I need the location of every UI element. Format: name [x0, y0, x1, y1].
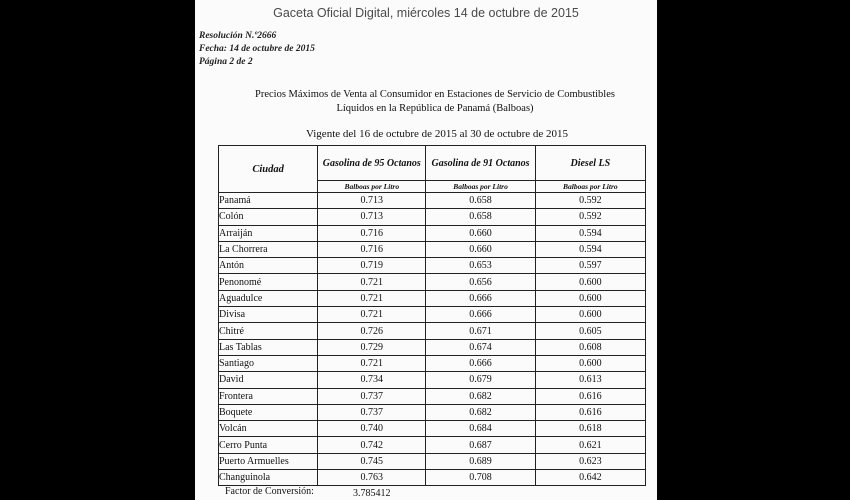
city-cell: Cerro Punta	[219, 437, 318, 453]
table-row	[219, 225, 646, 241]
table-row	[219, 307, 646, 323]
g95-price: 0.721	[318, 274, 426, 290]
g91-price: 0.658	[426, 193, 535, 209]
diesel-price: 0.592	[535, 209, 645, 225]
g91-price: 0.671	[426, 323, 535, 339]
g95-price: 0.721	[318, 290, 426, 306]
diesel-price: 0.613	[535, 372, 645, 388]
table-row	[219, 274, 646, 290]
g95-price: 0.713	[318, 193, 426, 209]
g95-price: 0.721	[318, 355, 426, 371]
diesel-price: 0.594	[535, 241, 645, 257]
city-cell: Penonomé	[219, 274, 318, 290]
unit-label: Balboas por Litro	[535, 181, 645, 193]
city-cell: Panamá	[219, 193, 318, 209]
diesel-price: 0.600	[535, 274, 645, 290]
city-cell: Volcán	[219, 421, 318, 437]
diesel-price: 0.616	[535, 404, 645, 420]
g91-price: 0.666	[426, 290, 535, 306]
city-cell: Arraiján	[219, 225, 318, 241]
document-page	[195, 0, 657, 500]
diesel-price: 0.600	[535, 307, 645, 323]
g95-price: 0.742	[318, 437, 426, 453]
diesel-price: 0.618	[535, 421, 645, 437]
table-row	[219, 258, 646, 274]
g91-price: 0.674	[426, 339, 535, 355]
g95-price: 0.721	[318, 307, 426, 323]
diesel-price: 0.592	[535, 193, 645, 209]
table-row	[219, 388, 646, 404]
diesel-price: 0.600	[535, 290, 645, 306]
table-row	[219, 470, 646, 486]
g91-price: 0.689	[426, 453, 535, 469]
diesel-price: 0.642	[535, 470, 645, 486]
g91-price: 0.684	[426, 421, 535, 437]
document-title	[225, 88, 645, 116]
diesel-price: 0.605	[535, 323, 645, 339]
unit-label: Balboas por Litro	[318, 181, 426, 193]
g95-price: 0.726	[318, 323, 426, 339]
table-row	[219, 290, 646, 306]
city-cell: Changuinola	[219, 470, 318, 486]
g95-price: 0.713	[318, 209, 426, 225]
table-row	[219, 209, 646, 225]
g95-price: 0.745	[318, 453, 426, 469]
header-gasoline-95: Gasolina de 95 Octanos	[318, 146, 426, 181]
resolution-meta	[199, 30, 315, 69]
title-line-2: Líquidos en la República de Panamá (Balboas)	[336, 103, 534, 114]
city-cell: Frontera	[219, 388, 318, 404]
header-diesel: Diesel LS	[535, 146, 645, 181]
g95-price: 0.763	[318, 470, 426, 486]
diesel-price: 0.621	[535, 437, 645, 453]
diesel-price: 0.608	[535, 339, 645, 355]
table-row	[219, 241, 646, 257]
table-row	[219, 355, 646, 371]
table-row	[219, 437, 646, 453]
city-cell: Antón	[219, 258, 318, 274]
g95-price: 0.737	[318, 404, 426, 420]
g91-price: 0.682	[426, 388, 535, 404]
table-row	[219, 372, 646, 388]
g95-price: 0.740	[318, 421, 426, 437]
conversion-factor	[225, 486, 391, 499]
table-row	[219, 404, 646, 420]
g91-price: 0.708	[426, 470, 535, 486]
g91-price: 0.658	[426, 209, 535, 225]
city-cell: Santiago	[219, 355, 318, 371]
fuel-price-table	[218, 145, 646, 486]
city-cell: Colón	[219, 209, 318, 225]
city-cell: Boquete	[219, 404, 318, 420]
resolution-number: Resolución N.º2666	[199, 31, 277, 41]
table-row	[219, 339, 646, 355]
table-row	[219, 323, 646, 339]
g91-price: 0.666	[426, 355, 535, 371]
diesel-price: 0.616	[535, 388, 645, 404]
title-line-1: Precios Máximos de Venta al Consumidor en Estaciones de Servicio de Combustibles	[255, 89, 615, 100]
city-cell: Chitré	[219, 323, 318, 339]
g91-price: 0.687	[426, 437, 535, 453]
city-cell: Divisa	[219, 307, 318, 323]
g95-price: 0.737	[318, 388, 426, 404]
diesel-price: 0.600	[535, 355, 645, 371]
g95-price: 0.719	[318, 258, 426, 274]
g91-price: 0.660	[426, 241, 535, 257]
g95-price: 0.716	[318, 241, 426, 257]
gazette-header: Gaceta Oficial Digital, miércoles 14 de octubre de 2015	[273, 6, 579, 20]
header-gasoline-91: Gasolina de 91 Octanos	[426, 146, 535, 181]
page-number: Página 2 de 2	[199, 57, 253, 67]
g91-price: 0.653	[426, 258, 535, 274]
g95-price: 0.729	[318, 339, 426, 355]
g95-price: 0.734	[318, 372, 426, 388]
city-cell: Las Tablas	[219, 339, 318, 355]
g95-price: 0.716	[318, 225, 426, 241]
header-city: Ciudad	[219, 146, 318, 193]
conversion-factor-label: Factor de Conversión:	[225, 486, 314, 497]
table-row	[219, 421, 646, 437]
conversion-factor-value: 3.785412	[353, 488, 391, 499]
g91-price: 0.666	[426, 307, 535, 323]
validity-period: Vigente del 16 de octubre de 2015 al 30 de octubre de 2015	[305, 128, 569, 140]
diesel-price: 0.623	[535, 453, 645, 469]
city-cell: David	[219, 372, 318, 388]
table-row	[219, 193, 646, 209]
table-row	[219, 453, 646, 469]
city-cell: Puerto Armuelles	[219, 453, 318, 469]
g91-price: 0.660	[426, 225, 535, 241]
diesel-price: 0.594	[535, 225, 645, 241]
g91-price: 0.679	[426, 372, 535, 388]
g91-price: 0.682	[426, 404, 535, 420]
unit-label: Balboas por Litro	[426, 181, 535, 193]
city-cell: Aguadulce	[219, 290, 318, 306]
city-cell: La Chorrera	[219, 241, 318, 257]
diesel-price: 0.597	[535, 258, 645, 274]
resolution-date: Fecha: 14 de octubre de 2015	[199, 44, 315, 54]
g91-price: 0.656	[426, 274, 535, 290]
